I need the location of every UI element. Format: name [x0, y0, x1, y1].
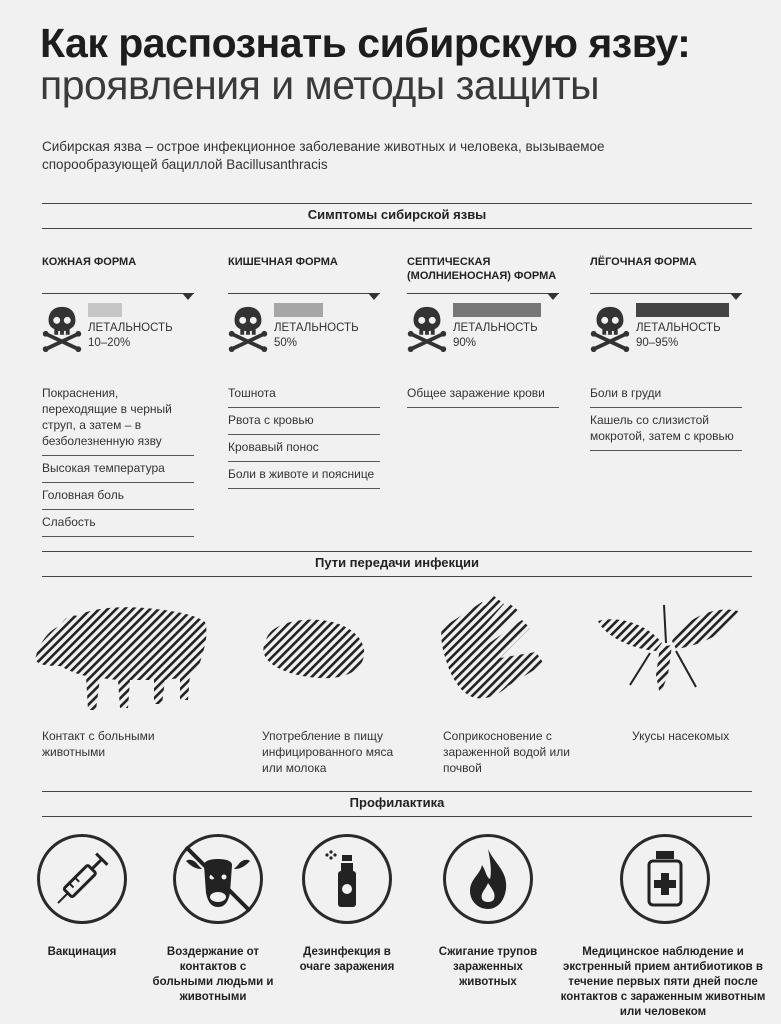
transmission-caption: Укусы насекомых [632, 729, 730, 743]
symptom-list [590, 381, 742, 451]
symptom-form-column [42, 255, 194, 529]
symptoms-section-header [42, 207, 752, 222]
symptom-item: Рвота с кровью [228, 408, 380, 435]
lethality-value: 90–95% [636, 337, 679, 349]
section-title: Пути передачи инфекции [314, 555, 480, 570]
transmission-caption: Употребление в пищу инфицированного мяса или молока [262, 729, 394, 775]
spray-icon [302, 834, 392, 924]
lethality-bar [88, 303, 122, 317]
syringe-icon [37, 834, 127, 924]
divider [42, 791, 752, 792]
section-title: Профилактика [349, 795, 445, 810]
section-title: Симптомы сибирской язвы [307, 207, 487, 222]
symptom-item: Покраснения, переходящие в черный струп, а затем – в безболезненную язву [42, 381, 194, 456]
lethality-bar [274, 303, 323, 317]
symptom-form-column [590, 255, 742, 443]
fire-icon [443, 834, 533, 924]
divider [42, 551, 752, 552]
symptom-item: Боли в груди [590, 381, 742, 408]
symptom-list [228, 381, 380, 489]
symptom-item: Головная боль [42, 483, 194, 510]
lethality-bar [636, 303, 729, 317]
lethality-label: ЛЕТАЛЬНОСТЬ [88, 322, 173, 334]
form-name: КОЖНАЯ ФОРМА [42, 256, 137, 268]
meat-icon [258, 610, 368, 685]
divider [42, 816, 752, 817]
form-divider [590, 293, 742, 294]
symptom-list [407, 381, 559, 408]
symptom-item: Тошнота [228, 381, 380, 408]
lethality [636, 321, 721, 351]
form-divider [228, 293, 380, 294]
symptom-form-column [228, 255, 380, 481]
prophylaxis-caption: Воздержание от контактов с больными людьми и животными [152, 946, 274, 1003]
prophylaxis-section-header [42, 795, 752, 810]
lethality [88, 321, 173, 351]
insect-icon [590, 595, 740, 705]
symptom-item: Слабость [42, 510, 194, 537]
symptom-list [42, 381, 194, 537]
lethality-value: 50% [274, 337, 298, 349]
medicine-icon [620, 834, 710, 924]
lethality-value: 10–20% [88, 337, 131, 349]
symptom-item: Боли в животе и пояснице [228, 462, 380, 489]
skull-icon [590, 305, 630, 353]
ways-section-header [42, 555, 752, 570]
symptom-item: Кашель со слизистой мокротой, затем с кровью [590, 408, 742, 451]
form-name: ЛЁГОЧНАЯ ФОРМА [590, 256, 697, 268]
skull-icon [42, 305, 82, 353]
prophylaxis-caption: Вакцинация [47, 946, 117, 958]
transmission-caption: Контакт с больными животными [42, 729, 155, 759]
lethality-label: ЛЕТАЛЬНОСТЬ [453, 322, 538, 334]
lethality [274, 321, 359, 351]
lethality-label: ЛЕТАЛЬНОСТЬ [636, 322, 721, 334]
lethality-label: ЛЕТАЛЬНОСТЬ [274, 322, 359, 334]
form-name: КИШЕЧНАЯ ФОРМА [228, 256, 338, 268]
page-title [40, 22, 760, 106]
form-name: СЕПТИЧЕСКАЯ (МОЛНИЕНОСНАЯ) ФОРМА [407, 256, 557, 282]
title-line-2: проявления и методы защиты [40, 62, 600, 108]
symptom-item: Общее заражение крови [407, 381, 559, 408]
symptom-form-column [407, 255, 559, 400]
divider [42, 228, 752, 229]
divider [42, 576, 752, 577]
no-cow-icon [173, 834, 263, 924]
symptom-item: Высокая температура [42, 456, 194, 483]
title-line-1: Как распознать сибирскую язву: [40, 20, 691, 66]
divider [42, 203, 752, 204]
lethality-bar [453, 303, 541, 317]
form-divider [42, 293, 194, 294]
form-divider [407, 293, 559, 294]
intro-text: Сибирская язва – острое инфекционное заболевание животных и человека, вызываемое спорообразующей бациллой Bacillusanthracis [42, 139, 605, 172]
lethality [453, 321, 538, 351]
skull-icon [228, 305, 268, 353]
prophylaxis-caption: Медицинское наблюдение и экстренный прием антибиотиков в течение первых пяти дней после контактов с зараженным животным или человеком [560, 946, 766, 1018]
skull-icon [407, 305, 447, 353]
transmission-caption: Соприкосновение с зараженной водой или почвой [443, 729, 570, 775]
prophylaxis-caption: Сжигание трупов зараженных животных [438, 946, 538, 988]
boar-icon [30, 600, 210, 715]
symptom-item: Кровавый понос [228, 435, 380, 462]
hand-icon [432, 590, 562, 710]
lethality-value: 90% [453, 337, 477, 349]
prophylaxis-caption: Дезинфекция в очаге заражения [299, 946, 395, 973]
